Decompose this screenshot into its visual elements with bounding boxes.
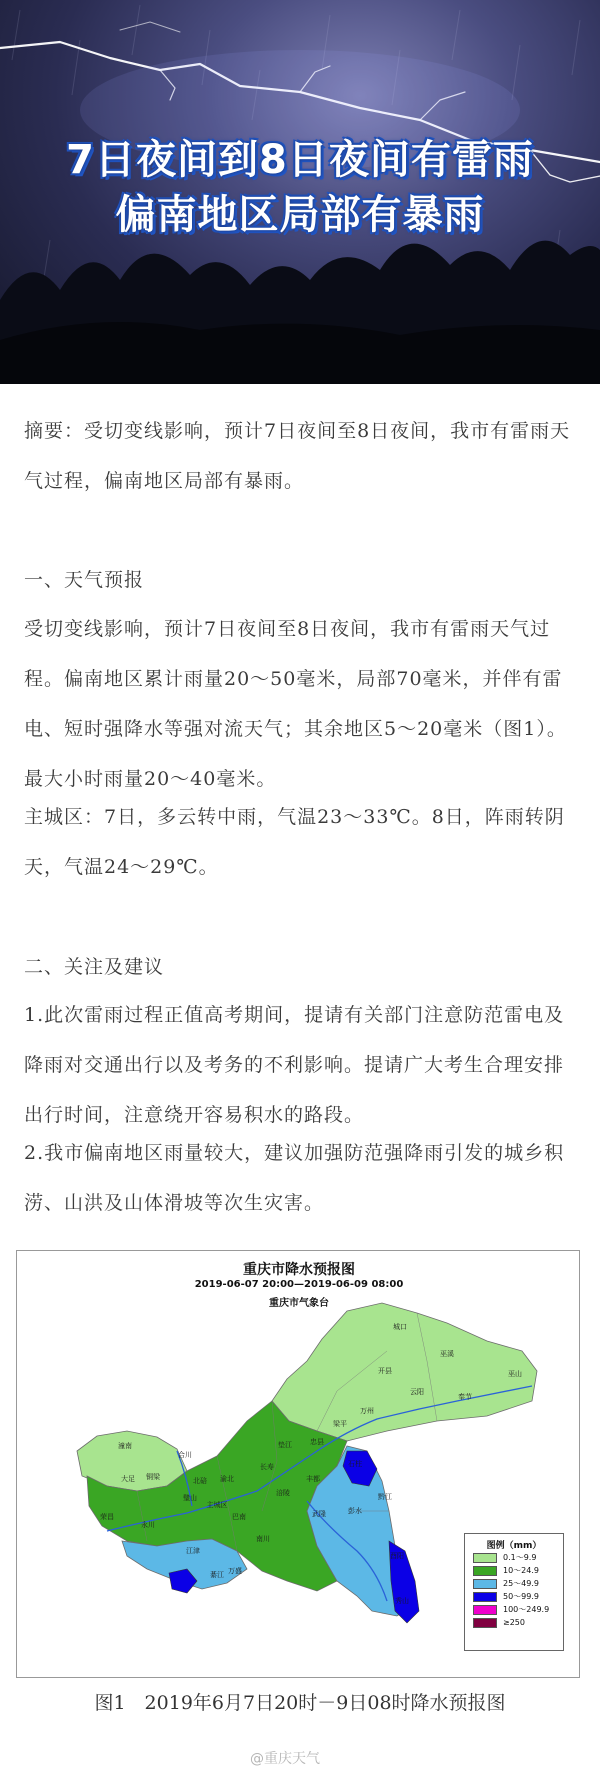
legend-title: 图例（mm） [486,1541,542,1551]
legend-swatch [473,1566,497,1576]
map-place-label: 永川 [141,1521,155,1529]
map-place-label: 石柱 [348,1460,362,1468]
map-place-label: 梁平 [333,1420,347,1428]
map-place-label: 黔江 [378,1493,392,1501]
legend-swatch [473,1605,497,1615]
legend-label: 25～49.9 [503,1579,539,1588]
legend-item [465,1616,563,1629]
banner-title-line2: 偏南地区局部有暴雨 [115,192,485,238]
legend-swatch [473,1618,497,1628]
map-period: 2019-06-07 20:00—2019-06-09 08:00 [194,1279,404,1290]
legend-swatch [473,1553,497,1563]
map-place-label: 巫溪 [440,1350,454,1358]
legend-item [465,1551,563,1564]
map-place-label: 北碚 [193,1477,207,1485]
map-place-label: 巫山 [508,1370,522,1378]
map-place-label: 南川 [256,1535,270,1543]
section-heading-forecast: 一、天气预报 [24,569,145,591]
map-place-label: 开县 [378,1367,392,1375]
legend-label: ≥250 [503,1618,525,1627]
legend-item [465,1577,563,1590]
map-place-label: 丰都 [306,1475,320,1483]
map-place-label: 垫江 [278,1441,292,1449]
map-place-label: 云阳 [410,1388,424,1396]
legend-label: 10～24.9 [503,1566,539,1575]
legend-label: 100～249.9 [503,1605,550,1614]
map-place-label: 璧山 [183,1494,197,1502]
map-place-label: 渝北 [220,1475,234,1483]
legend-swatch [473,1592,497,1602]
map-place-label: 奉节 [458,1393,472,1401]
map-place-label: 主城区 [206,1501,228,1509]
banner-title-line1: 7日夜间到8日夜间有雷雨 [66,137,534,183]
summary-paragraph: 摘要：受切变线影响，预计7日夜间至8日夜间，我市有雷雨天气过程，偏南地区局部有暴雨。 [24,420,571,492]
map-place-label: 万盛 [228,1567,242,1575]
section-heading-advice: 二、关注及建议 [24,956,165,978]
forecast-paragraph: 受切变线影响，预计7日夜间至8日夜间，我市有雷雨天气过程。偏南地区累计雨量20～50毫米，局部70毫米，并伴有雷电、短时强降水等强对流天气；其余地区5～20毫米（图1）。最大小时雨量20～40毫米。 [24,618,567,790]
map-place-label: 大足 [121,1475,135,1483]
city-forecast-paragraph: 主城区：7日，多云转中雨，气温23～33℃。8日，阵雨转阴天，气温24～29℃。 [24,806,565,878]
map-legend [464,1533,564,1651]
map-place-label: 武隆 [312,1510,326,1518]
map-place-label: 潼南 [118,1442,132,1450]
map-place-label: 彭水 [348,1507,362,1515]
legend-label: 50～99.9 [503,1592,539,1601]
map-place-label: 酉阳 [390,1552,404,1560]
map-place-label: 长寿 [260,1463,274,1471]
map-place-label: 荣昌 [100,1513,114,1521]
advice-item-1: 1.此次雷雨过程正值高考期间，提请有关部门注意防范雷电及降雨对交通出行以及考务的不利影响。提请广大考生合理安排出行时间，注意绕开容易积水的路段。 [24,1004,565,1126]
map-place-label: 綦江 [210,1571,224,1579]
legend-swatch [473,1579,497,1589]
advice-item-2: 2.我市偏南地区雨量较大，建议加强防范强降雨引发的城乡积涝、山洪及山体滑坡等次生灾害。 [24,1142,565,1214]
legend-item [465,1603,563,1616]
map-issuer: 重庆市气象台 [269,1298,329,1309]
legend-item [465,1564,563,1577]
map-place-label: 铜梁 [146,1473,160,1481]
legend-item [465,1590,563,1603]
legend-rows [465,1551,563,1629]
header-banner [0,0,600,384]
map-place-label: 万州 [360,1407,374,1415]
figure-caption: 图1 2019年6月7日20时－9日08时降水预报图 [94,1692,506,1714]
map-place-label: 秀山 [395,1597,409,1605]
weibo-watermark: @重庆天气 [250,1751,320,1767]
map-place-label: 巴南 [232,1513,246,1521]
map-place-label: 涪陵 [276,1489,290,1497]
map-place-label: 忠县 [310,1438,324,1446]
legend-label: 0.1～9.9 [503,1553,537,1562]
map-title: 重庆市降水预报图 [243,1262,355,1278]
precipitation-map [16,1250,580,1678]
map-place-label: 城口 [393,1323,407,1331]
map-place-label: 江津 [186,1547,200,1555]
map-place-label: 合川 [178,1451,192,1459]
